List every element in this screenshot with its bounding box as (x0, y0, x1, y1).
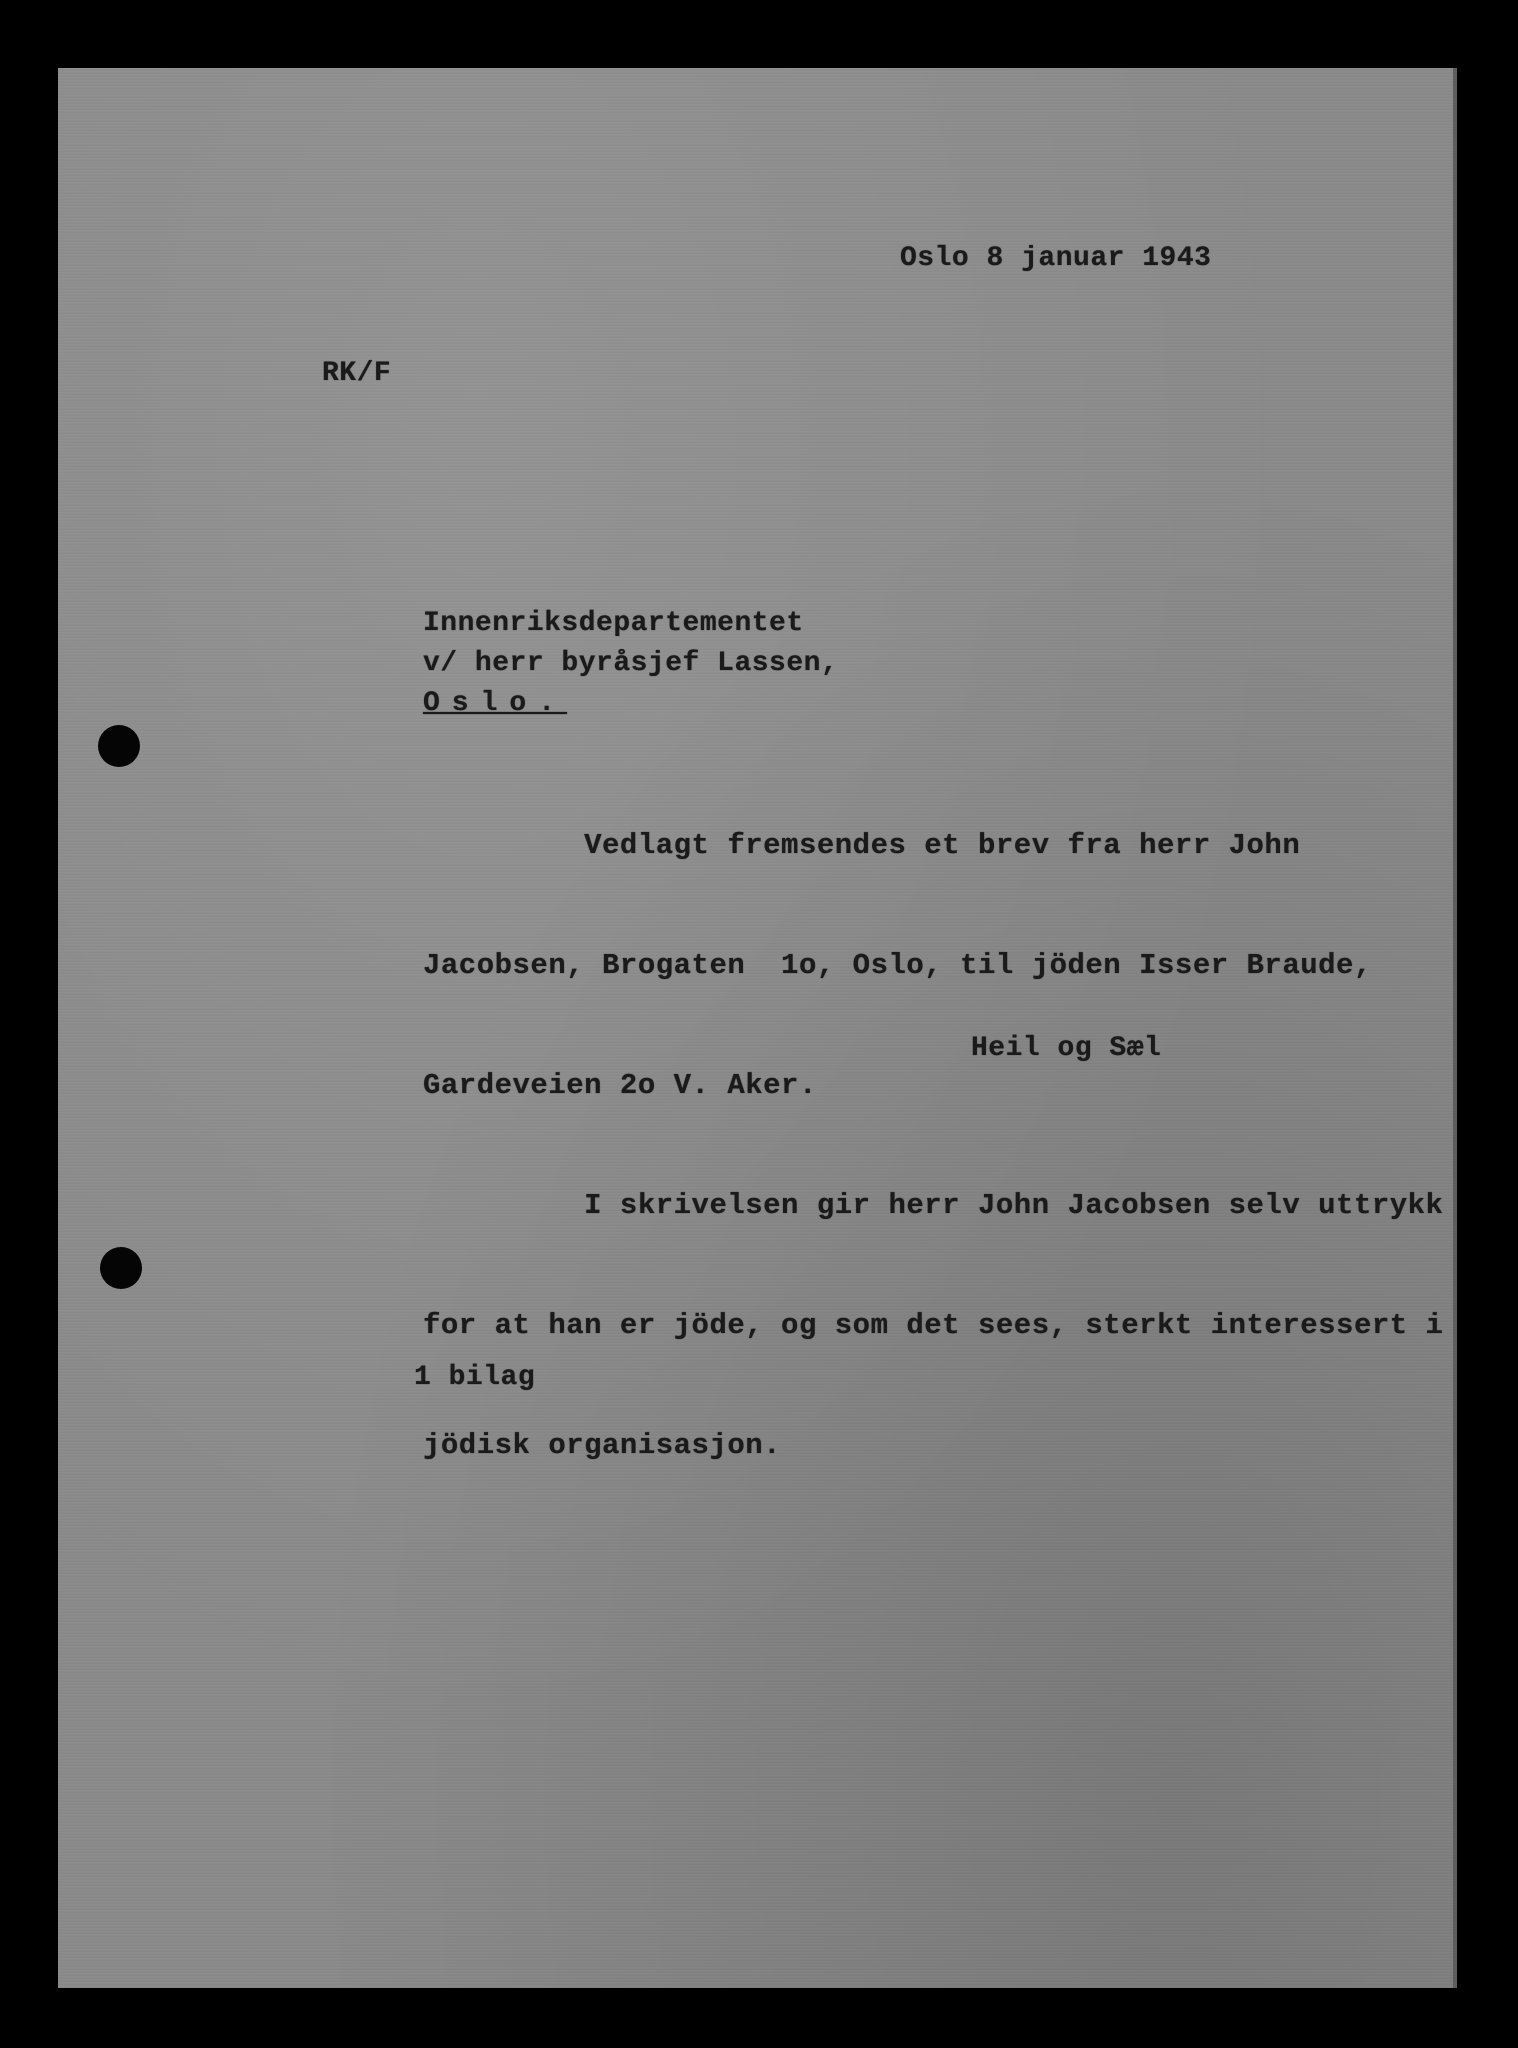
punch-hole-top (98, 725, 140, 767)
body-line: Gardeveien 2o V. Aker. (423, 1069, 817, 1102)
punch-hole-bottom (100, 1247, 142, 1289)
reference-code: RK/F (322, 358, 392, 389)
letter-body (423, 746, 1443, 1506)
body-line: Jacobsen, Brogaten 1o, Oslo, til jöden Isser Braude, (423, 949, 1372, 982)
body-line: jödisk organisasjon. (423, 1429, 782, 1462)
body-line: I skrivelsen gir herr John Jacobsen selv uttrykk (423, 1189, 1444, 1222)
body-line: Vedlagt fremsendes et brev fra herr John (423, 829, 1301, 862)
recipient-line-2: v/ herr byråsjef Lassen, (423, 648, 839, 679)
body-line: for at han er jöde, og som det sees, sterkt interessert i (423, 1309, 1444, 1342)
recipient-line-1: Innenriksdepartementet (423, 608, 804, 639)
attachment-note: 1 bilag (414, 1362, 536, 1393)
closing-salutation: Heil og Sæl (971, 1033, 1162, 1064)
recipient-city: Oslo. (423, 688, 568, 719)
date-line: Oslo 8 januar 1943 (900, 243, 1212, 274)
